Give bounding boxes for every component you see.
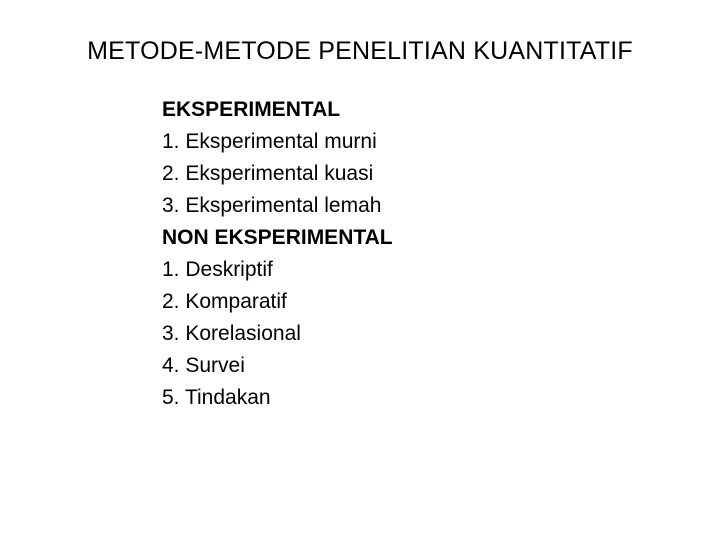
slide-body-list (162, 94, 682, 414)
section-non-eksperimental (162, 222, 682, 414)
slide-title: METODE-METODE PENELITIAN KUANTITATIF (87, 37, 633, 65)
list-item: 3. Korelasional (162, 322, 301, 345)
list-item: 1. Deskriptif (162, 258, 273, 281)
list-item: 5. Tindakan (162, 386, 271, 409)
section-heading-eksperimental: EKSPERIMENTAL (162, 98, 341, 121)
list-item: 2. Komparatif (162, 290, 287, 313)
list-item: 2. Eksperimental kuasi (162, 162, 374, 185)
list-item: 4. Survei (162, 354, 245, 377)
section-heading-non-eksperimental: NON EKSPERIMENTAL (162, 226, 393, 249)
section-eksperimental (162, 94, 682, 222)
list-item: 3. Eksperimental lemah (162, 194, 382, 217)
list-item: 1. Eksperimental murni (162, 130, 377, 153)
